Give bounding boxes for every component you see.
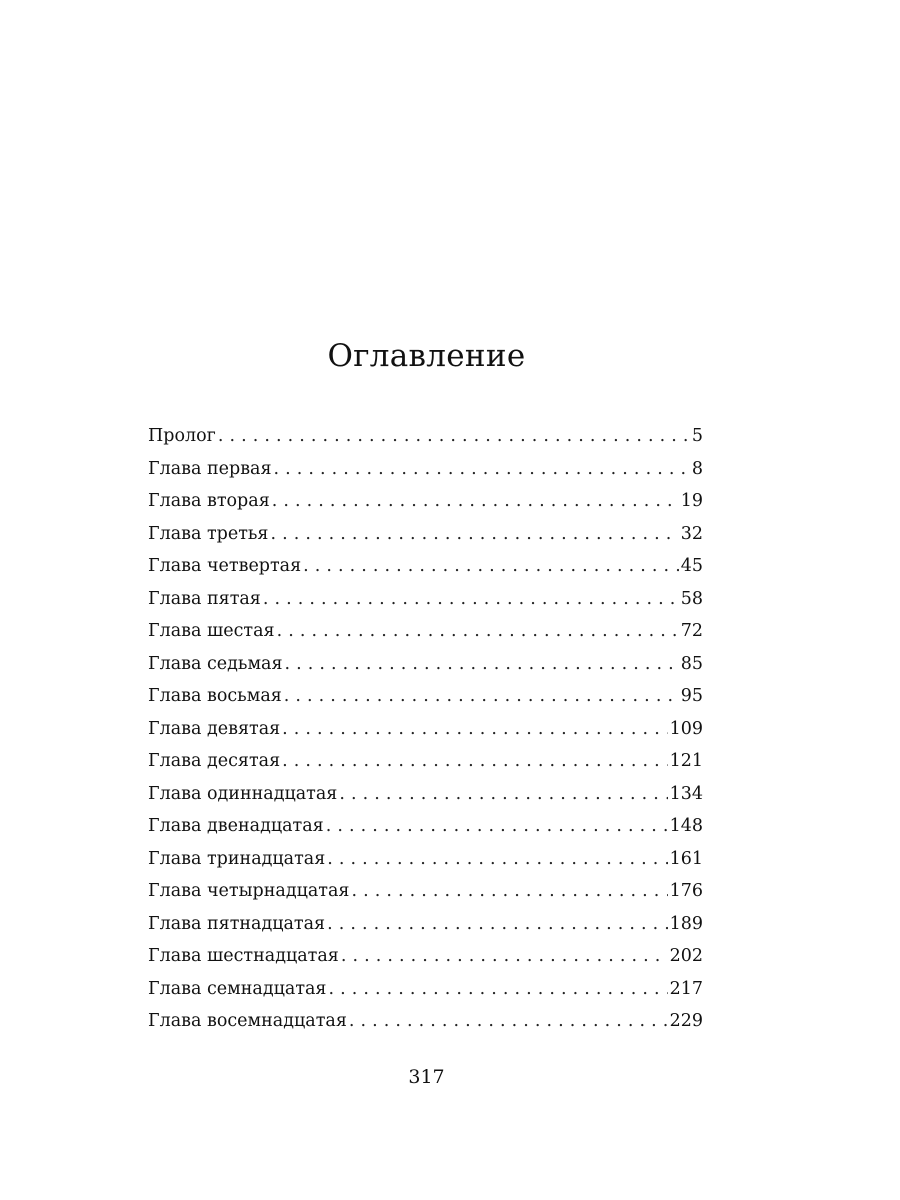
dot-leader: [272, 485, 679, 518]
toc-entry-label: Глава тринадцатая: [148, 848, 326, 869]
toc-entry[interactable]: [148, 680, 703, 713]
toc-entry-label: Глава пятая: [148, 588, 261, 609]
toc-entry-page: 8: [691, 458, 703, 479]
toc-entry-page: 45: [680, 556, 703, 576]
toc-entry-label: Глава девятая: [148, 718, 281, 739]
toc-entry[interactable]: [148, 518, 703, 551]
dot-leader: [263, 583, 679, 616]
dot-leader: [326, 810, 668, 843]
toc-entry-label: Пролог: [148, 426, 216, 446]
dot-leader: [270, 518, 678, 551]
toc-entry-label: Глава четырнадцатая: [148, 881, 350, 901]
dot-leader: [327, 843, 667, 876]
toc-entry-page: 72: [680, 621, 703, 641]
toc-entry-page: 189: [669, 913, 703, 934]
toc-entry-label: Глава шестнадцатая: [148, 946, 339, 966]
toc-entry[interactable]: [148, 583, 703, 616]
toc-entry-page: 134: [669, 783, 703, 804]
toc-entry-label: Глава четвертая: [148, 556, 302, 576]
toc-entry-label: Глава третья: [148, 523, 269, 544]
toc-entry[interactable]: [148, 1005, 703, 1038]
toc-entry-page: 58: [680, 588, 703, 609]
toc-entry-page: 121: [669, 751, 703, 771]
dot-leader: [274, 453, 690, 486]
toc-entry-page: 95: [680, 686, 703, 706]
dot-leader: [328, 973, 667, 1006]
dot-leader: [284, 680, 679, 713]
toc-entry[interactable]: [148, 713, 703, 746]
dot-leader: [351, 875, 667, 908]
table-of-contents: [148, 420, 703, 1038]
toc-entry[interactable]: [148, 453, 703, 486]
toc-entry-label: Глава шестая: [148, 621, 275, 641]
toc-entry-page: 148: [669, 816, 703, 836]
dot-leader: [285, 648, 679, 681]
toc-entry-page: 161: [669, 848, 703, 869]
toc-entry-page: 176: [669, 881, 703, 901]
dot-leader: [341, 940, 668, 973]
toc-entry-page: 109: [669, 718, 703, 739]
toc-entry-label: Глава седьмая: [148, 653, 283, 674]
dot-leader: [218, 420, 690, 453]
toc-entry[interactable]: [148, 843, 703, 876]
dot-leader: [303, 550, 679, 583]
toc-entry-label: Глава двенадцатая: [148, 816, 324, 836]
toc-entry[interactable]: [148, 615, 703, 648]
toc-entry-label: Глава восьмая: [148, 686, 282, 706]
toc-entry-label: Глава одиннадцатая: [148, 783, 338, 804]
dot-leader: [349, 1005, 668, 1038]
toc-entry[interactable]: [148, 485, 703, 518]
toc-entry[interactable]: [148, 550, 703, 583]
toc-entry[interactable]: [148, 973, 703, 1006]
dot-leader: [339, 778, 667, 811]
dot-leader: [282, 745, 667, 778]
dot-leader: [327, 908, 668, 941]
toc-entry-page: 5: [691, 426, 703, 446]
toc-entry-page: 19: [680, 491, 703, 511]
toc-entry-label: Глава восемнадцатая: [148, 1011, 347, 1031]
toc-entry-page: 32: [680, 523, 703, 544]
toc-entry-label: Глава пятнадцатая: [148, 913, 326, 934]
toc-entry[interactable]: [148, 875, 703, 908]
page-title: Оглавление: [327, 338, 526, 374]
toc-entry-label: Глава семнадцатая: [148, 978, 327, 999]
dot-leader: [277, 615, 679, 648]
toc-entry-label: Глава десятая: [148, 751, 281, 771]
toc-entry-page: 85: [680, 653, 703, 674]
toc-entry[interactable]: [148, 420, 703, 453]
toc-entry[interactable]: [148, 940, 703, 973]
toc-entry-label: Глава вторая: [148, 491, 270, 511]
page-number: 317: [408, 1066, 445, 1088]
toc-entry[interactable]: [148, 745, 703, 778]
toc-entry-label: Глава первая: [148, 458, 272, 479]
toc-entry[interactable]: [148, 810, 703, 843]
toc-entry-page: 217: [669, 978, 703, 999]
toc-entry-page: 202: [669, 946, 703, 966]
toc-entry[interactable]: [148, 778, 703, 811]
toc-entry[interactable]: [148, 648, 703, 681]
dot-leader: [282, 713, 667, 746]
toc-entry[interactable]: [148, 908, 703, 941]
toc-entry-page: 229: [669, 1011, 703, 1031]
